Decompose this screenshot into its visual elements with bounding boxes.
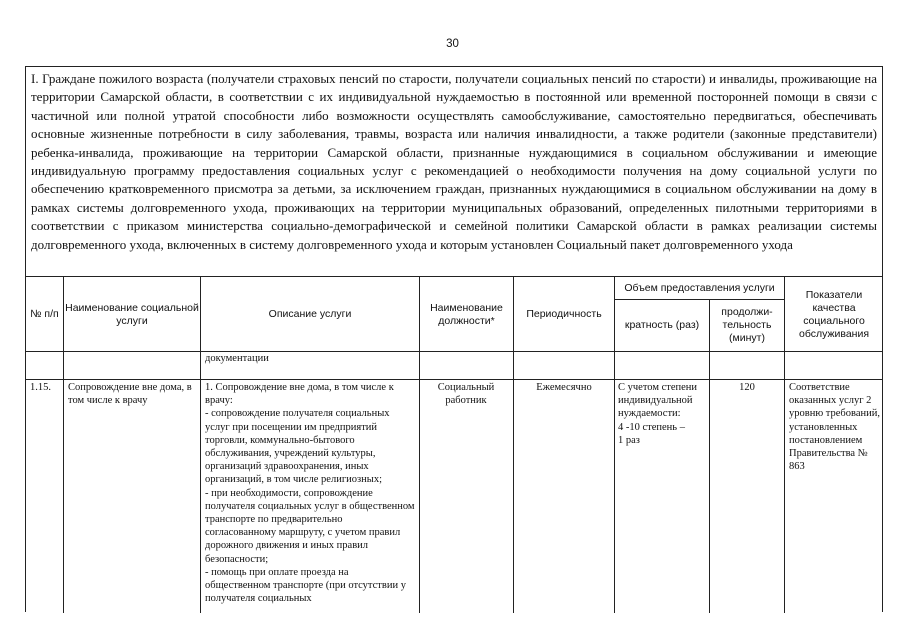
category-description: I. Граждане пожилого возраста (получатели страховых пенсий по старости, получатели социальных пенсий по старости) и инвалиды, проживающие на территории Самарской области, в соответствии с их индивидуальной нуждаемостью в постоянной или временной посторонней помощи в связи с частичной или полной утратой способности либо возможности осуществлять самообслуживание, самостоятельно передвигаться, обеспечивать основные жизненные потребности в силу заболевания, травмы, возраста или наличия инвалидности, а также родители (законные представители) ребенка-инвалида, проживающие на территории Самарской области, признанные нуждающимися в социальном обслуживании и имеющие индивидуальную программу предоставления социальных услуг с рекомендацией о необходимости получения на дому социальной услуги по обеспечению кратковременного присмотра за детьми, за исключением граждан, признанных нуждающимися в социальном обслуживании на дому в рамках системы долговременного ухода, проживающих на территории муниципальных образований, определенных пилотными территориями в соответствии с приказом министерства социально-демографической и семейной политики Самарской области в рамках реализации системы долговременного ухода, включенных в систему долговременного ухода и которым установлен Социальный пакет долговременного ухода xyxy=(26,67,882,277)
header-position: Наименование должности* xyxy=(430,301,503,327)
continued-description: документации xyxy=(205,353,269,364)
header-num: № п/п xyxy=(30,308,59,320)
continued-row-bottom-rule xyxy=(26,379,882,380)
row-service-name: Сопровождение вне дома, в том числе к врачу xyxy=(68,382,192,407)
page-number: 30 xyxy=(446,38,459,50)
row-periodicity: Ежемесячно xyxy=(536,382,592,393)
col-rule-5 xyxy=(614,277,615,613)
header-bottom-rule xyxy=(26,351,882,352)
header-description: Описание услуги xyxy=(268,308,352,320)
header-volume: Объем предоставления услуги xyxy=(624,282,775,294)
row-num: 1.15. xyxy=(30,382,51,393)
header-duration: продолжи-тельность (минут) xyxy=(721,306,773,344)
col-rule-7 xyxy=(784,277,785,613)
row-frequency: С учетом степени индивидуальной нуждаемости: 4 -10 степень – 1 раз xyxy=(618,382,698,446)
row-quality: Соответствие оказанных услуг 2 уровню требований, установленных постановлением Правительства № 863 xyxy=(789,382,880,473)
row-position: Социальный работник xyxy=(437,382,495,407)
row-description: 1. Сопровождение вне дома, в том числе к врачу: - сопровождение получателя социальных услуг при посещении им предприятий торговли, коммунально-бытового обслуживания, учреждений культуры, организаций здравоохранения, иных организаций, в том числе религиозных; - при необходимости, сопровождение получателя социальных услуг в общественном транспорте по предварительно согласованному маршруту, с учетом правил дорожного движения и иных правил безопасности; - помощь при оплате проезда на общественном транспорте (при отсутствии у получателя социальных xyxy=(205,382,415,605)
service-table xyxy=(25,66,883,612)
header-service-name: Наименование социальной услуги xyxy=(65,301,199,327)
header-periodicity: Периодичность xyxy=(526,308,602,320)
header-frequency: кратность (раз) xyxy=(624,319,700,331)
col-rule-6 xyxy=(709,299,710,613)
header-quality: Показатели качества социального обслуживания xyxy=(798,288,870,340)
row-duration: 120 xyxy=(739,382,755,393)
